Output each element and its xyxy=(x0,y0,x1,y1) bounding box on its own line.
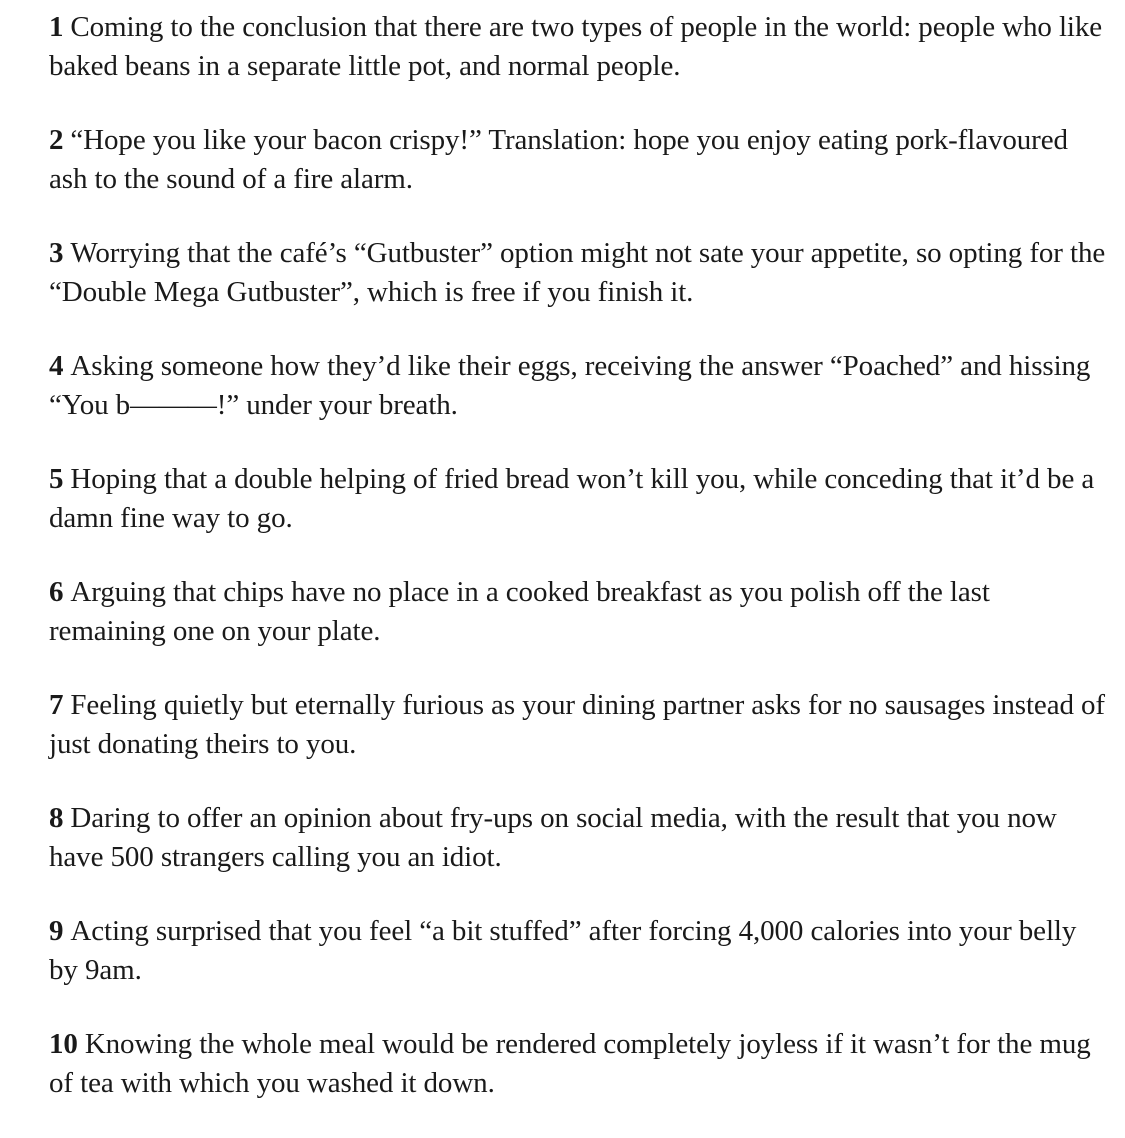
item-text: Hoping that a double helping of fried bread won’t kill you, while conceding that it’d be a damn fine way to go. xyxy=(49,463,1095,534)
item-text: Knowing the whole meal would be rendered completely joyless if it wasn’t for the mug of tea with which you washed it down. xyxy=(49,1028,1091,1099)
item-text: Acting surprised that you feel “a bit stuffed” after forcing 4,000 calories into your belly by 9am. xyxy=(49,915,1077,986)
list-item xyxy=(49,573,1109,651)
item-number: 6 xyxy=(49,576,64,608)
list-item xyxy=(49,912,1109,990)
item-text: “Hope you like your bacon crispy!” Translation: hope you enjoy eating pork-flavoured ash to the sound of a fire alarm. xyxy=(49,124,1068,195)
item-number: 2 xyxy=(49,124,64,156)
item-text: Coming to the conclusion that there are two types of people in the world: people who like baked beans in a separate little pot, and normal people. xyxy=(49,11,1103,82)
item-text: Arguing that chips have no place in a cooked breakfast as you polish off the last remaining one on your plate. xyxy=(49,576,990,647)
list-item xyxy=(49,347,1109,425)
list-item xyxy=(49,686,1109,764)
list-item xyxy=(49,8,1109,86)
list-item xyxy=(49,1025,1109,1103)
list-item xyxy=(49,121,1109,199)
list-item xyxy=(49,234,1109,312)
item-number: 10 xyxy=(49,1028,78,1060)
item-text: Feeling quietly but eternally furious as your dining partner asks for no sausages instead of just donating theirs to you. xyxy=(49,689,1105,760)
item-text: Worrying that the café’s “Gutbuster” option might not sate your appetite, so opting for the “Double Mega Gutbuster”, which is free if you finish it. xyxy=(49,237,1106,308)
item-number: 3 xyxy=(49,237,64,269)
list-item xyxy=(49,799,1109,877)
item-number: 8 xyxy=(49,802,64,834)
item-number: 9 xyxy=(49,915,64,947)
item-number: 7 xyxy=(49,689,64,721)
item-number: 4 xyxy=(49,350,64,382)
item-text: Daring to offer an opinion about fry-ups on social media, with the result that you now have 500 strangers calling you an idiot. xyxy=(49,802,1057,873)
item-text: Asking someone how they’d like their eggs, receiving the answer “Poached” and hissing “You b———!” under your breath. xyxy=(49,350,1091,421)
list-item xyxy=(49,460,1109,538)
numbered-list xyxy=(49,8,1109,1138)
item-number: 5 xyxy=(49,463,64,495)
item-number: 1 xyxy=(49,11,64,43)
